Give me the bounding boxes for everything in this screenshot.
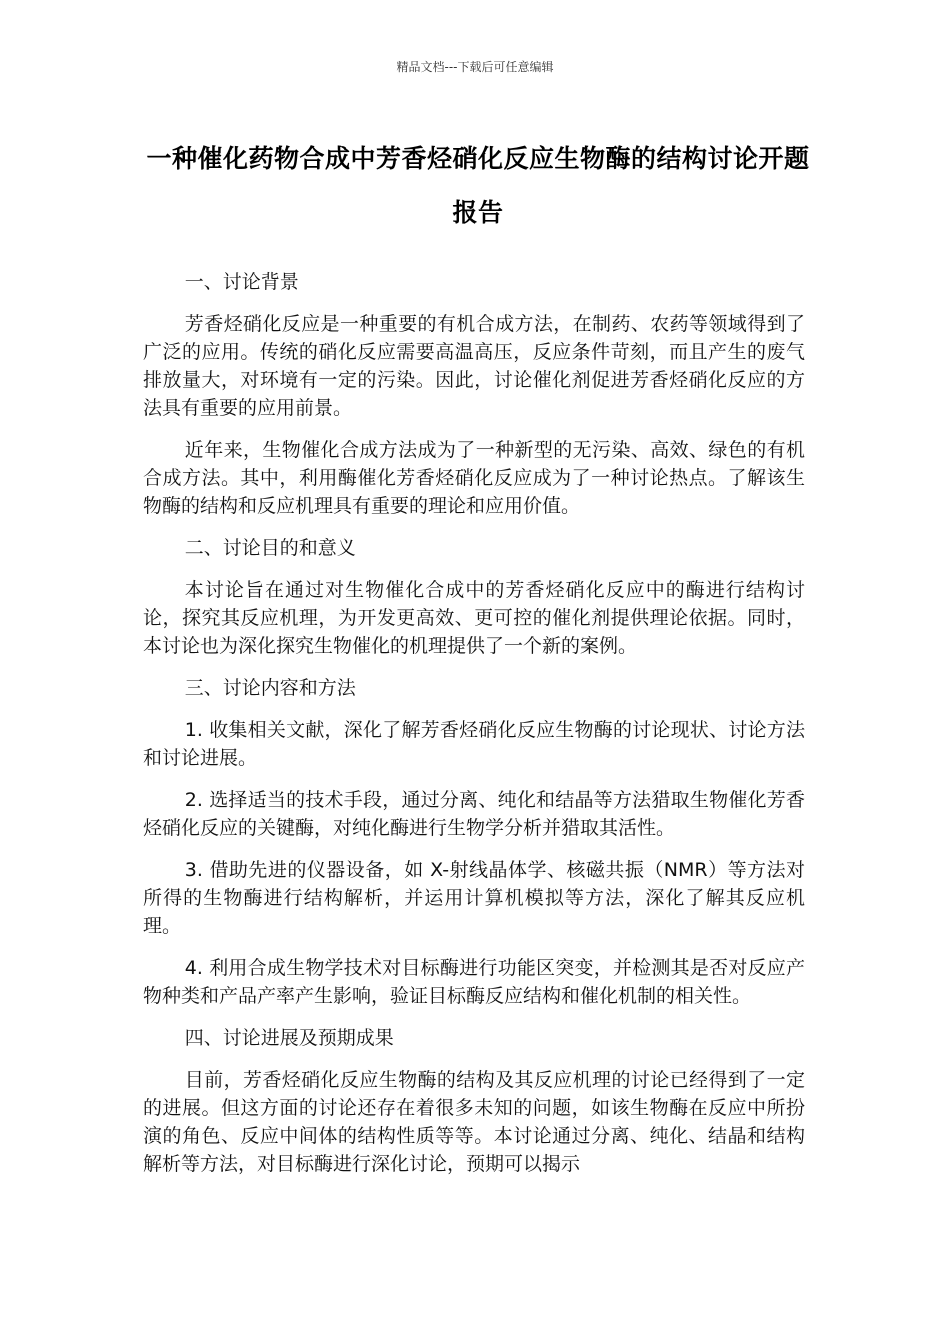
paragraph-purpose-1: 本讨论旨在通过对生物催化合成中的芳香烃硝化反应中的酶进行结构讨论，探究其反应机理，为开发更高效、更可控的催化剂提供理论依据。同时，本讨论也为深化探究生物催化的机理提供了一个新的案例。 bbox=[143, 579, 805, 657]
method-item-2: 2. 选择适当的技术手段，通过分离、纯化和结晶等方法猎取生物催化芳香烃硝化反应的关键酶，对纯化酶进行生物学分析并猎取其活性。 bbox=[143, 789, 805, 839]
method-item-1: 1. 收集相关文献，深化了解芳香烃硝化反应生物酶的讨论现状、讨论方法和讨论进展。 bbox=[143, 719, 805, 769]
paragraph-progress-1: 目前，芳香烃硝化反应生物酶的结构及其反应机理的讨论已经得到了一定的进展。但这方面的讨论还存在着很多未知的问题，如该生物酶在反应中所扮演的角色、反应中间体的结构性质等等。本讨论通过分离、纯化、结晶和结构解析等方法，对目标酶进行深化讨论，预期可以揭示 bbox=[143, 1069, 805, 1175]
paragraph-background-1: 芳香烃硝化反应是一种重要的有机合成方法，在制药、农药等领域得到了广泛的应用。传统的硝化反应需要高温高压，反应条件苛刻，而且产生的废气排放量大，对环境有一定的污染。因此，讨论催化剂促进芳香烃硝化反应的方法具有重要的应用前景。 bbox=[143, 313, 805, 419]
method-item-3: 3. 借助先进的仪器设备，如 X-射线晶体学、核磁共振（NMR）等方法对所得的生物酶进行结构解析，并运用计算机模拟等方法，深化了解其反应机理。 bbox=[143, 859, 805, 937]
header-note: 精品文档---下载后可任意编辑 bbox=[396, 60, 554, 74]
document-title: 一种催化药物合成中芳香烃硝化反应生物酶的结构讨论开题报告 bbox=[146, 144, 810, 227]
section-heading-background: 一、讨论背景 bbox=[184, 271, 299, 293]
paragraph-background-2: 近年来，生物催化合成方法成为了一种新型的无污染、高效、绿色的有机合成方法。其中，利用酶催化芳香烃硝化反应成为了一种讨论热点。了解该生物酶的结构和反应机理具有重要的理论和应用价值。 bbox=[143, 439, 805, 517]
document-body bbox=[143, 268, 805, 1192]
section-heading-purpose: 二、讨论目的和意义 bbox=[184, 537, 356, 559]
section-heading-progress: 四、讨论进展及预期成果 bbox=[184, 1027, 394, 1049]
method-item-4: 4. 利用合成生物学技术对目标酶进行功能区突变，并检测其是否对反应产物种类和产品产率产生影响，验证目标酶反应结构和催化机制的相关性。 bbox=[143, 957, 805, 1007]
section-heading-methods: 三、讨论内容和方法 bbox=[184, 677, 356, 699]
